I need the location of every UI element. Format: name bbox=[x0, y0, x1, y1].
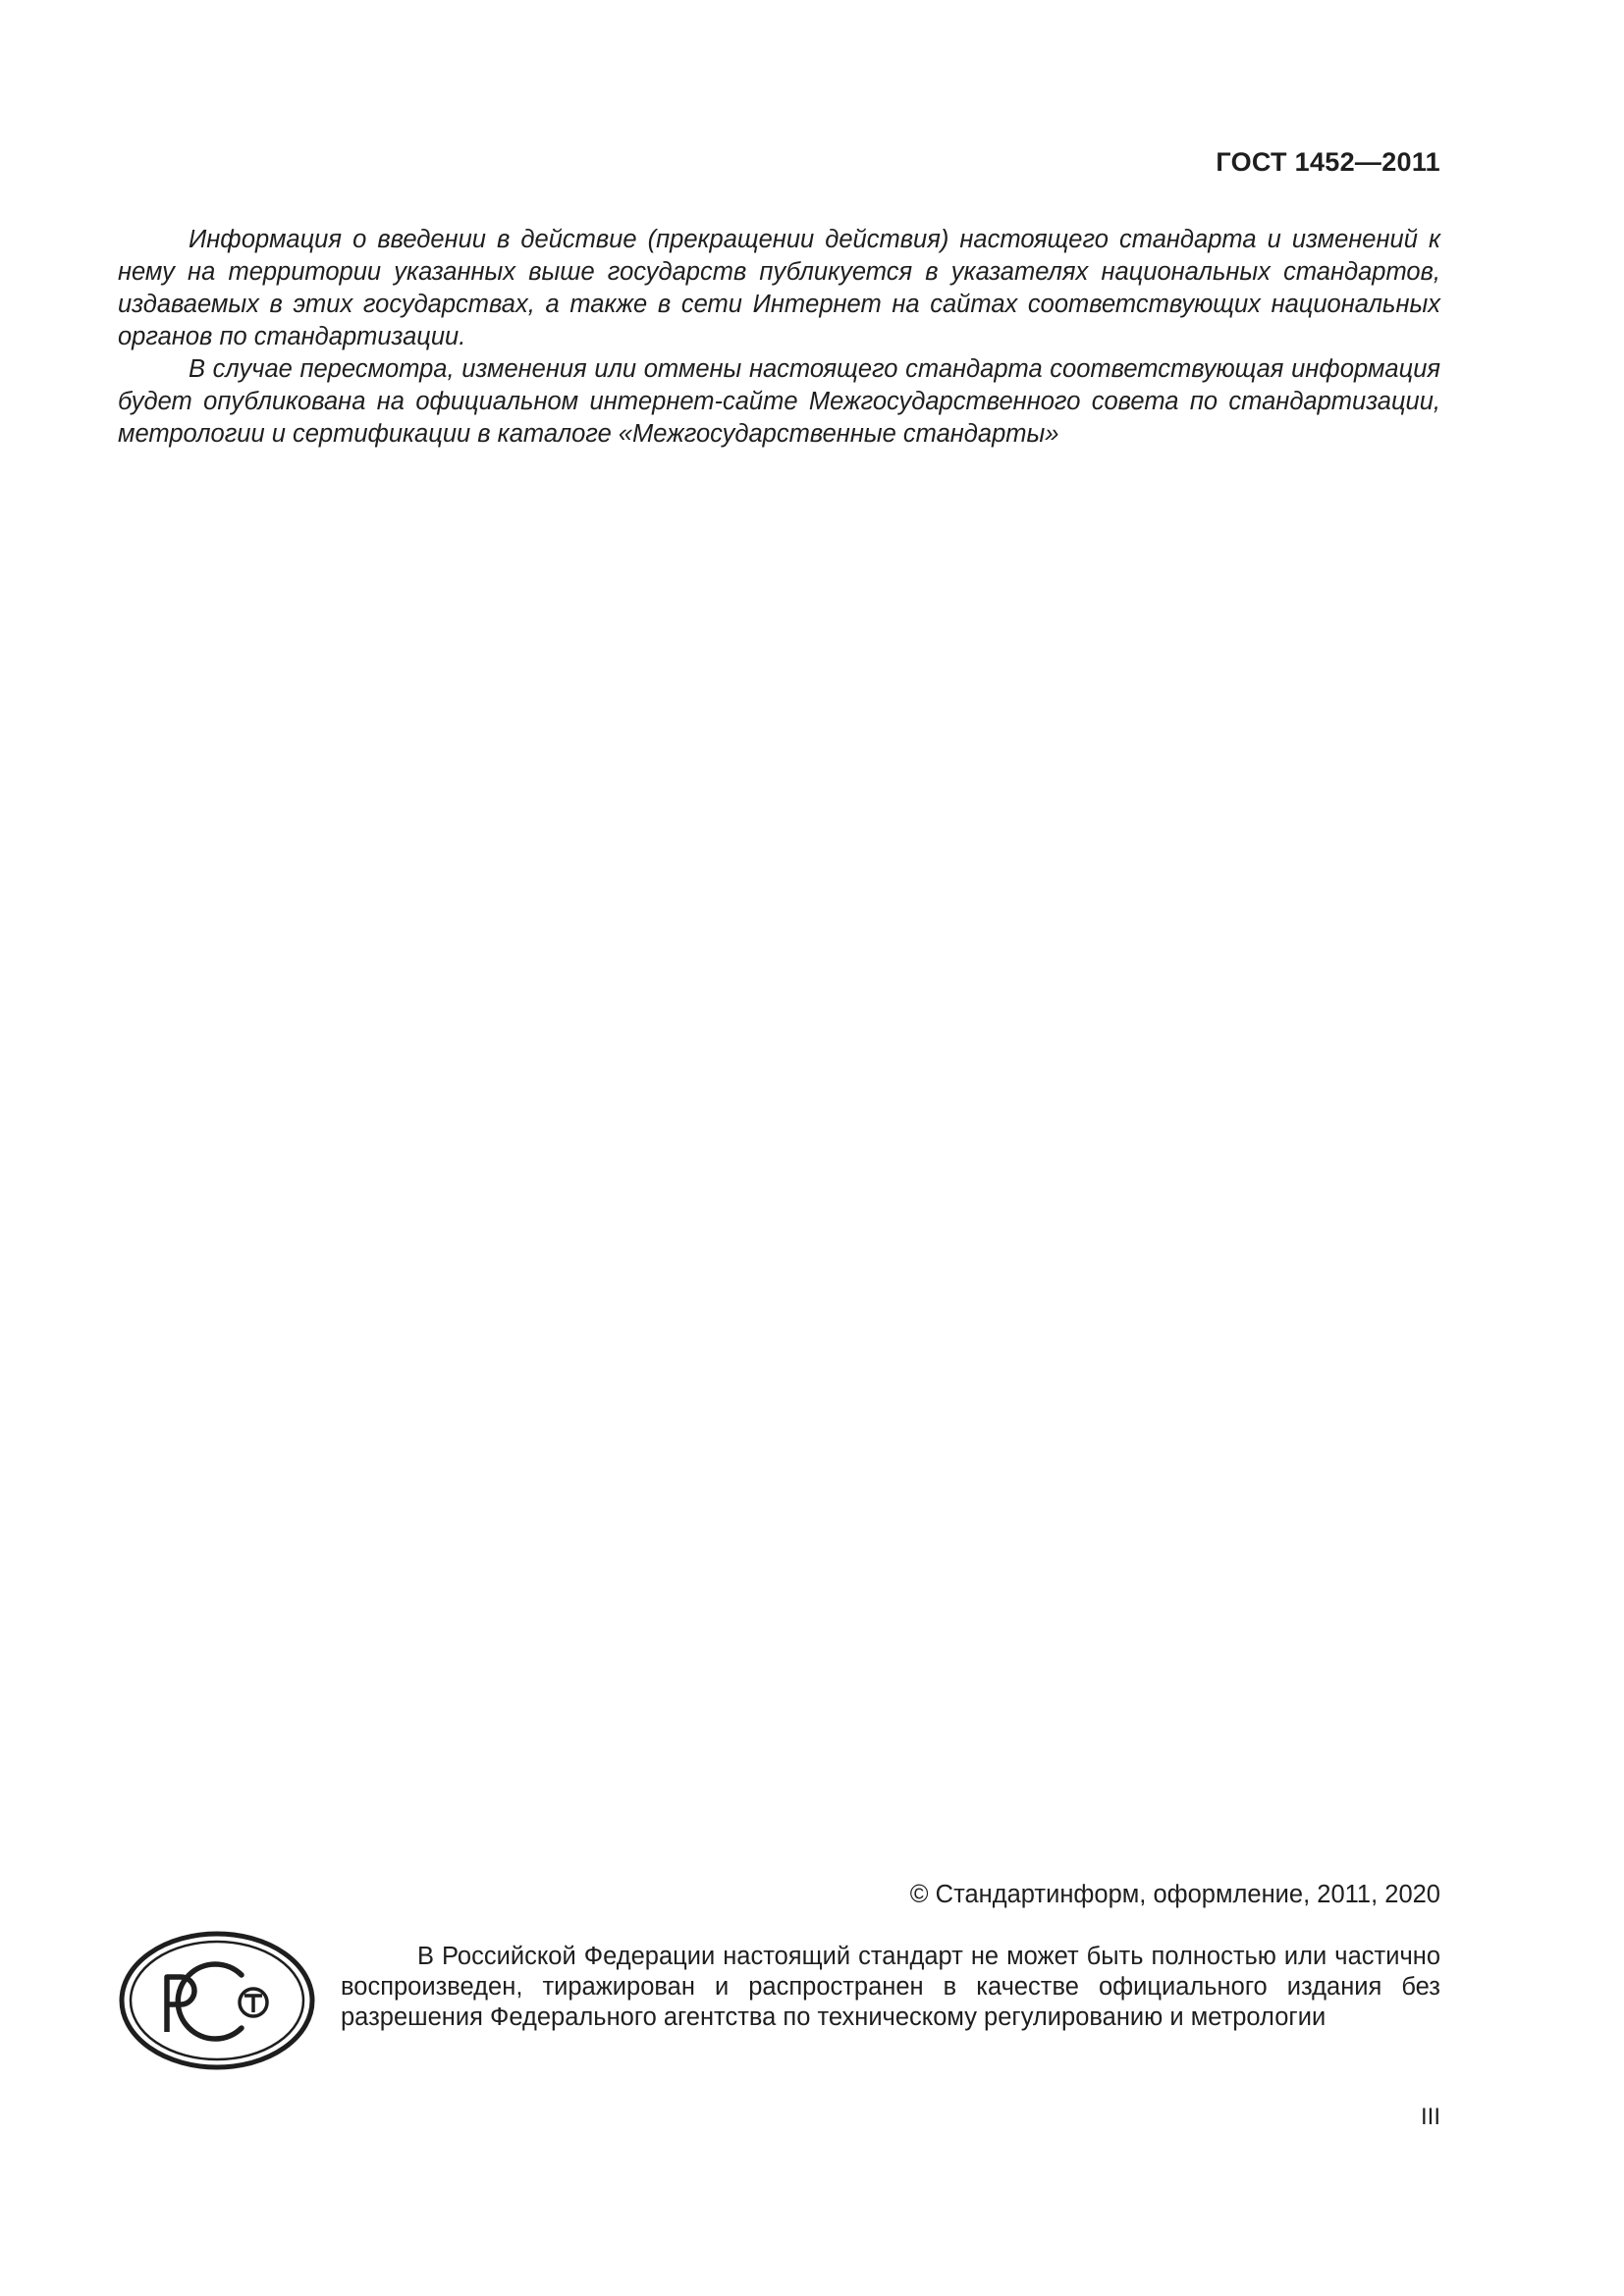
notice-paragraph-2: В случае пересмотра, изменения или отмены настоящего стандарта соответствующая информация будет опубликована на официальном интернет-сайте Межгосударственного совета по стандартизации, метрологии и сертификации в каталоге «Межгосударственные стандарты» bbox=[118, 355, 1440, 448]
document-code: ГОСТ 1452—2011 bbox=[1216, 147, 1440, 177]
legal-notice: В Российской Федерации настоящий стандарт не может быть полностью или частично воспроизведен, тиражирован и распространен в качестве официального издания без разрешения Федерального агентства по техническому регулированию и метрологии bbox=[341, 1943, 1440, 2031]
publication-notice bbox=[118, 224, 1440, 451]
notice-paragraph-1: Информация о введении в действие (прекращении действия) настоящего стандарта и изменений к нему на территории указанных выше государств публикуется в указателях национальных стандартов, издаваемых в этих государствах, а также в сети Интернет на сайтах соответствующих национальных органов по стандартизации. bbox=[118, 226, 1440, 350]
page-number: III bbox=[1420, 2104, 1440, 2130]
copyright-line: © Стандартинформ, оформление, 2011, 2020 bbox=[909, 1881, 1440, 1908]
gost-r-certification-mark-icon bbox=[118, 1930, 316, 2071]
